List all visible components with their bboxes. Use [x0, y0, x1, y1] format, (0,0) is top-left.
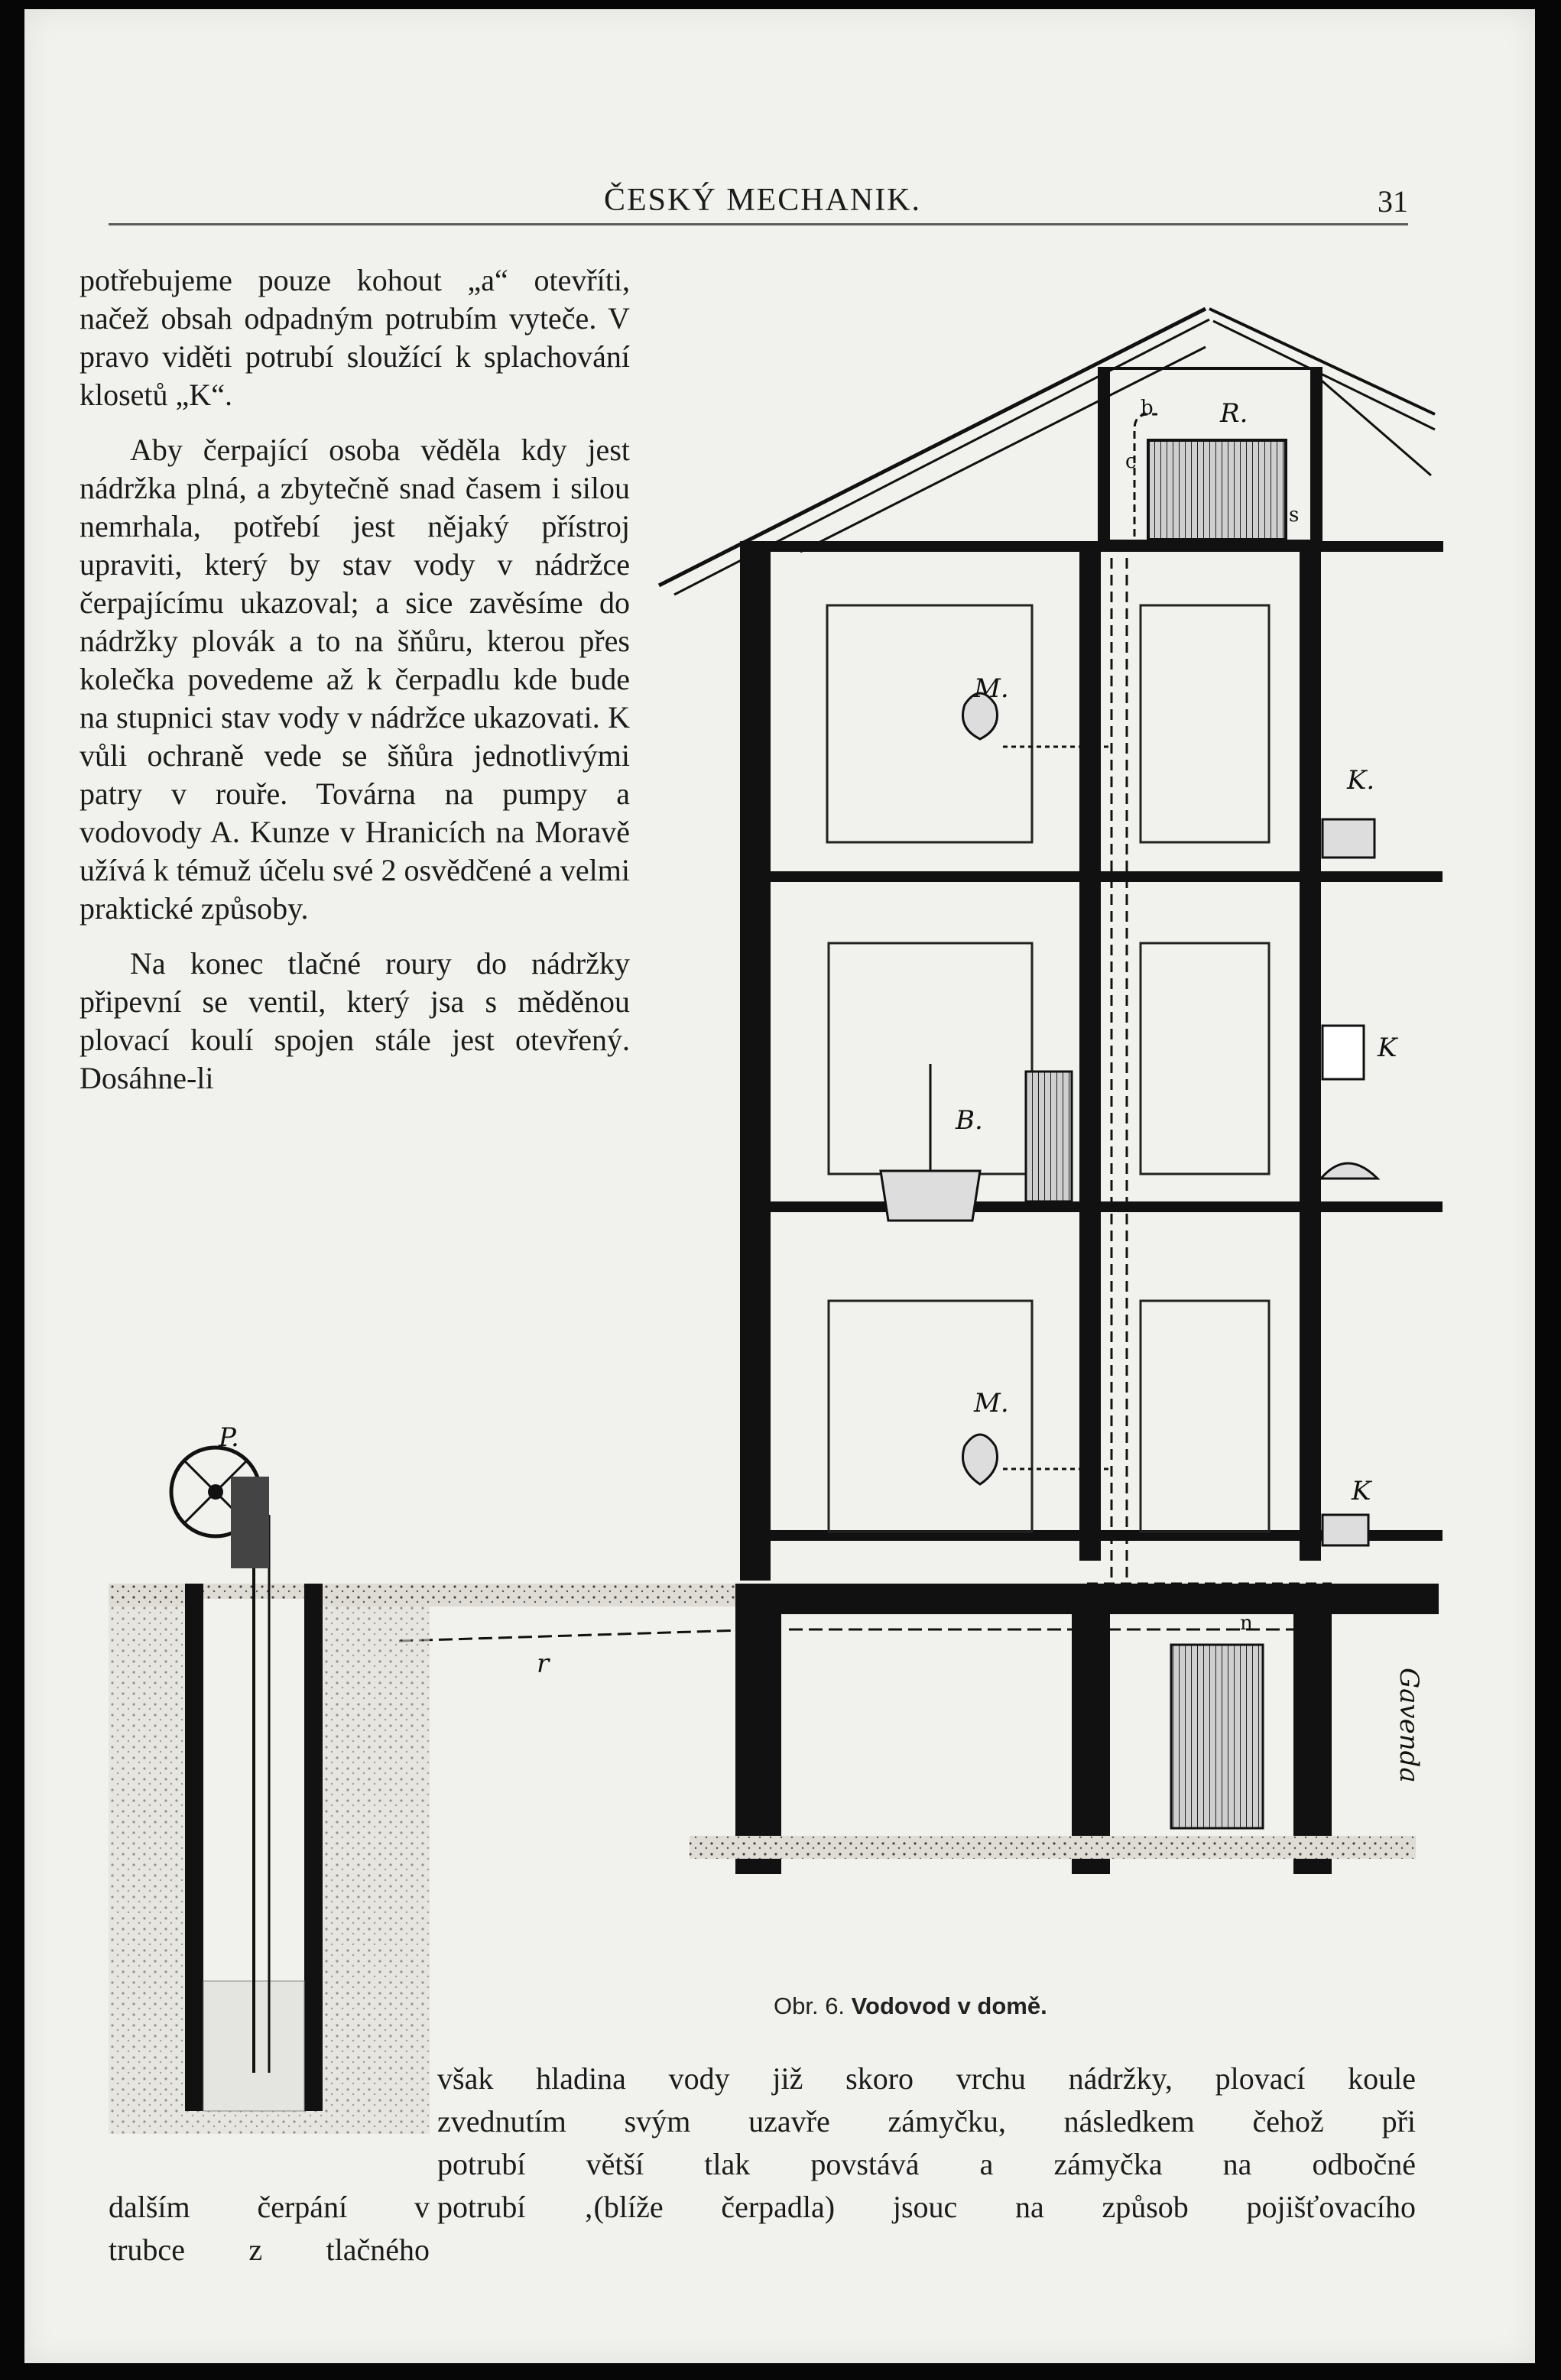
continuation-line-1: však hladina vody již skoro vrchu nádržky, plovací koule: [437, 2061, 1416, 2096]
paragraph-1: potřebujeme pouze kohout „a“ otevříti, načež obsah odpadným potrubím vyteče. V pravo viděti potrubí sloužící k splachování klosetů „K“.: [80, 263, 630, 412]
left-column-text: [80, 261, 630, 1114]
paragraph-3: Na konec tlačné roury do nádržky připevní se ventil, který jsa s měděnou plovací koulí spojen stále jest otevřený. Dosáhne-li: [80, 946, 630, 1095]
cellar-door: [1171, 1645, 1263, 1828]
well-and-pump: [109, 1422, 430, 2134]
rising-pipes: [1087, 541, 1332, 1584]
artist-signature: Gavenda: [1394, 1668, 1424, 1783]
label-bath: B.: [956, 1105, 983, 1136]
caption-title: Vodovod v domě.: [851, 1993, 1047, 2019]
label-pump: P.: [219, 1422, 239, 1453]
continuation-text: [437, 2057, 1416, 2229]
bottom-left-line-2: trubce z tlačného: [109, 2232, 430, 2267]
continuation-line-2: zvednutím svým uzavře zámyčku, následkem čehož při: [437, 2104, 1416, 2138]
label-reservoir: R.: [1220, 398, 1248, 429]
figure-caption: [774, 1993, 1047, 2020]
page: [24, 9, 1535, 2363]
water-heater: [1026, 1072, 1072, 1201]
reservoir-tank: [1148, 440, 1286, 540]
running-header: [109, 176, 1408, 229]
label-pipe-n: n: [1240, 1612, 1253, 1635]
label-closet-bottom: K: [1352, 1476, 1371, 1506]
label-reservoir-s: s: [1289, 504, 1300, 527]
header-rule: [109, 223, 1408, 225]
label-washbasin-bottom: M.: [974, 1388, 1009, 1419]
bottom-left-text: [109, 2143, 430, 2271]
label-pipe-r: r: [537, 1649, 550, 1679]
continuation-line-3: potrubí větší tlak povstává a zámyčka na odbočné: [437, 2147, 1416, 2181]
label-reservoir-b: b: [1141, 397, 1154, 420]
page-number: 31: [1378, 184, 1408, 219]
closets: [1321, 765, 1399, 1545]
journal-title: ČESKÝ MECHANIK.: [604, 183, 922, 218]
paragraph-2: Aby čerpající osoba věděla kdy jest nádržka plná, a zbytečně snad časem i silou nemrhala, potřebí jest nějaký přístroj upraviti, který by stav vody v nádržce čerpajícímu ukazoval; a sice zavěsíme do nádržky plovák a to na šňůru, kterou přes kolečka povedeme až k čerpadlu kde bude na stupnici stav vody v nádržce ukazovati. K vůli ochraně vede se šňůra jednotlivými patry v rouře. Továrna na pumpy a vodovody A. Kunze v Hranicích na Moravě užívá k témuž účelu své 2 osvědčené a velmi praktické způsoby.: [80, 433, 630, 926]
bathtub: [881, 1064, 1072, 1221]
label-reservoir-c: c: [1125, 450, 1137, 473]
attic-reservoir-room: [1099, 368, 1321, 541]
wall-panels: [827, 605, 1269, 1532]
label-closet-mid: K: [1378, 1033, 1397, 1063]
bottom-left-line-1: dalším čerpání v: [109, 2190, 430, 2224]
caption-prefix: Obr. 6.: [774, 1993, 845, 2019]
label-closet-top: K.: [1347, 765, 1375, 796]
continuation-line-4: potrubí ‚(blíže čerpadla) jsouc na způsob pojišťovacího: [437, 2190, 1416, 2224]
label-washbasin-top: M.: [974, 673, 1009, 704]
